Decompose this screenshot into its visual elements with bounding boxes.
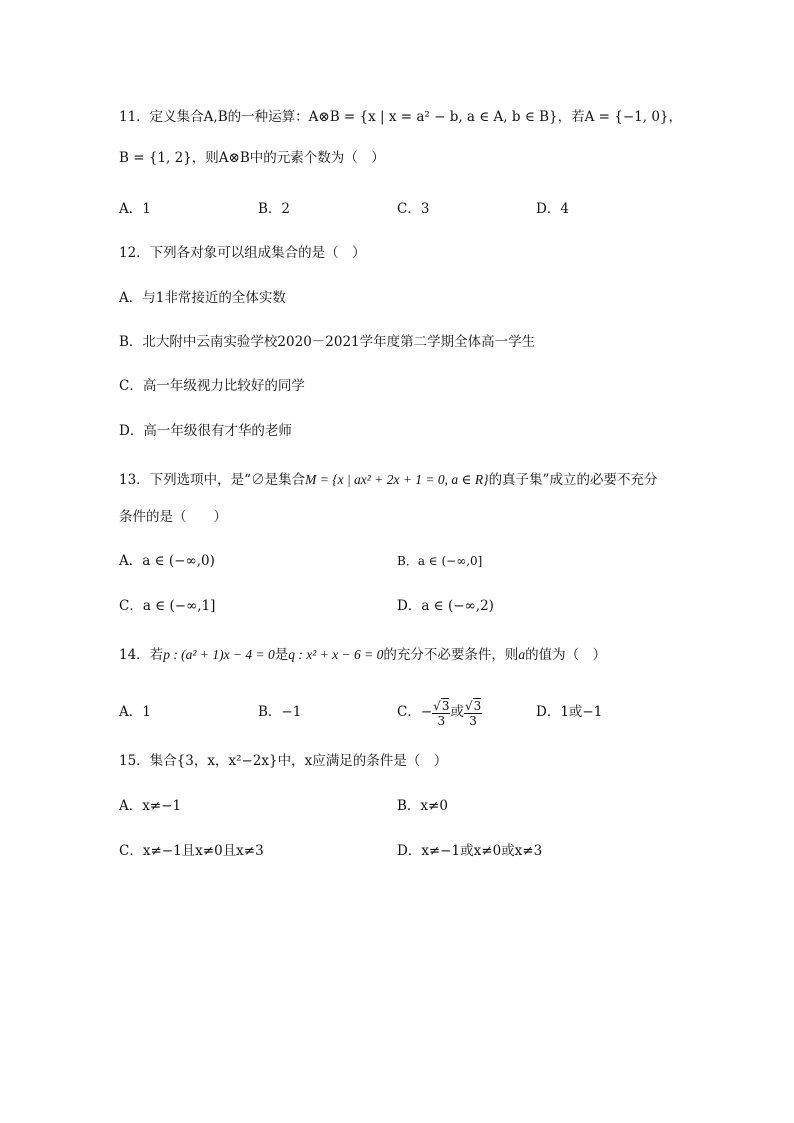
q11-option-b: B．2	[258, 201, 291, 217]
q14-denominator-2: 3	[469, 713, 477, 728]
q12-option-b: B．北大附中云南实验学校2020－2021学年度第二学期全体高一学生	[119, 334, 536, 350]
q12-option-c: C．高一年级视力比较好的同学	[119, 378, 305, 394]
q13-stem-part1: 13．下列选项中，是“∅是集合	[119, 472, 306, 488]
q11-option-d: D．4	[536, 201, 569, 217]
q13-option-a: A．a ∈ (−∞,0)	[119, 553, 215, 569]
q15-stem: 15．集合{3，x，x²−2x}中，x应满足的条件是（ ）	[119, 753, 448, 769]
q13-set-m-expression: M = {x | ax² + 2x + 1 = 0, a ∈ R}	[305, 472, 489, 487]
q11-stem-line1: 11．定义集合A,B的一种运算：A⊗B = {x | x = a² − b, a ∈ A, b ∈ B}，若A = {−1, 0}，	[119, 109, 683, 125]
q11-stem-line2: B = {1, 2}，则A⊗B中的元素个数为（ ）	[119, 150, 385, 166]
q14-fraction-2: $\frac{√3}{3}$	[464, 698, 482, 728]
q15-option-d: D．x≠−1或x≠0或x≠3	[397, 843, 543, 859]
q14-fraction-1: $\frac{√3}{3}$	[433, 698, 450, 728]
q14-stem-part2: 是	[274, 647, 289, 663]
q14-option-c-or: 或	[450, 704, 464, 720]
q14-denominator-1: 3	[437, 713, 446, 728]
q14-p-expression: p : (a² + 1)x − 4 = 0	[163, 647, 275, 662]
q14-q-expression: q : x² + x − 6 = 0	[288, 647, 384, 662]
q13-stem-line1	[119, 470, 657, 490]
q14-stem-part3: 的充分不必要条件，则	[383, 647, 519, 663]
q13-stem-part2: 的真子集”成立的必要不充分	[488, 472, 658, 488]
q11-option-c: C．3	[397, 201, 430, 217]
q13-stem-line2: 条件的是（ ）	[119, 509, 227, 525]
q12-stem: 12．下列各对象可以组成集合的是（ ）	[119, 245, 366, 261]
q14-stem-part1: 14．若	[119, 647, 164, 663]
q13-option-d: D．a ∈ (−∞,2)	[397, 598, 494, 614]
q14-stem-part4: 的值为（ ）	[525, 647, 607, 663]
q11-option-a: A．1	[119, 201, 151, 217]
q14-option-c-minus: −	[420, 704, 433, 720]
q12-option-d: D．高一年级很有才华的老师	[119, 423, 292, 439]
q14-stem	[119, 645, 606, 665]
q14-sqrt-2: 3	[473, 698, 482, 713]
q13-option-b: B．a ∈ (−∞,0]	[397, 554, 483, 568]
q14-option-c-label: C．	[397, 704, 421, 720]
q14-sqrt-1: 3	[441, 698, 450, 713]
q14-option-a: A．1	[119, 704, 151, 720]
q12-option-a: A．与1非常接近的全体实数	[119, 290, 286, 306]
q14-a-variable: a	[518, 647, 526, 662]
q15-option-b: B．x≠0	[397, 798, 448, 814]
q14-option-b: B．−1	[258, 704, 302, 720]
q15-option-c: C．x≠−1且x≠0且x≠3	[119, 843, 264, 859]
q15-option-a: A．x≠−1	[119, 798, 182, 814]
q13-option-c: C．a ∈ (−∞,1]	[119, 598, 216, 614]
q14-option-c	[397, 692, 482, 732]
q14-option-d: D．1或−1	[536, 704, 603, 720]
